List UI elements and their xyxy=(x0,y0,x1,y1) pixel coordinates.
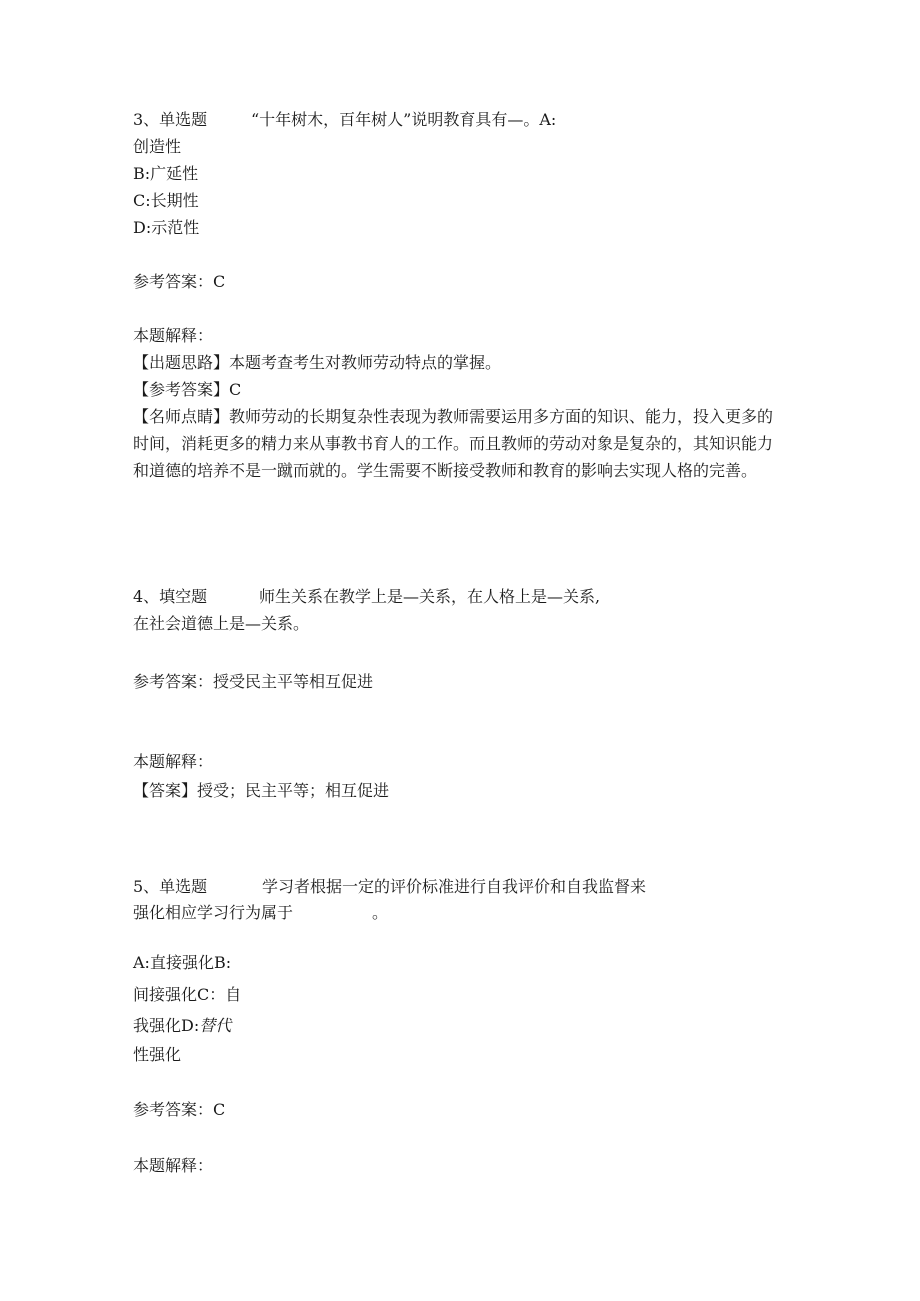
q4-stem-line1: 师生关系在教学上是—关系，在人格上是—关系, xyxy=(259,587,601,606)
q4-explain-label: 本题解释： xyxy=(133,752,214,771)
q5-stem-end: 。 xyxy=(372,903,389,922)
q5-stem-line2: 强化相应学习行为属于 xyxy=(133,903,294,922)
q5-stem-line1: 学习者根据一定的评价标准进行自我评价和自我监督来 xyxy=(262,877,647,896)
q3-option-d: D:示范性 xyxy=(133,218,200,237)
q4-stem-line2: 在社会道德上是—关系。 xyxy=(133,614,310,633)
q3-explain-answer: 【参考答案】C xyxy=(133,380,242,399)
q3-explain-idea: 【出题思路】本题考查考生对教师劳动特点的掌握。 xyxy=(133,353,502,372)
q3-header xyxy=(133,110,556,130)
q3-answer: 参考答案：C xyxy=(133,272,226,291)
q5-answer: 参考答案：C xyxy=(133,1100,226,1119)
q4-answer: 参考答案：授受民主平等相互促进 xyxy=(133,672,374,691)
q5-explain-label: 本题解释： xyxy=(133,1156,214,1175)
q4-number: 4、填空题 xyxy=(133,587,208,606)
q3-stem: “十年树木，百年树人”说明教育具有—。A: xyxy=(251,110,557,129)
q3-explain-comment: 【名师点睛】教师劳动的长期复杂性表现为教师需要运用多方面的知识、能力，投入更多的时间，消耗更多的精力来从事教书育人的工作。而且教师的劳动对象是复杂的，其知识能力和道德的培养不是一蹴而就的。学生需要不断接受教师和教育的影响去实现人格的完善。 xyxy=(133,407,774,480)
q5-options-line3b: 替代 xyxy=(199,1016,232,1035)
q3-number: 3、单选题 xyxy=(133,110,208,129)
q3-explain-label: 本题解释： xyxy=(133,326,214,345)
q4-header xyxy=(133,587,600,607)
q5-options-line2: 间接强化C：自 xyxy=(133,985,242,1004)
q5-stem-line2-row xyxy=(133,903,388,923)
q3-option-a: 创造性 xyxy=(133,137,182,156)
q5-header xyxy=(133,877,646,897)
q3-option-c: C:长期性 xyxy=(133,191,199,210)
q5-options-line4: 性强化 xyxy=(133,1045,182,1064)
q3-option-b: B:广延性 xyxy=(133,164,199,183)
q5-options-line1: A:直接强化B: xyxy=(133,953,232,972)
q5-number: 5、单选题 xyxy=(133,877,208,896)
q5-options-line3a: 我强化D: xyxy=(133,1016,200,1035)
q5-options-line3 xyxy=(133,1016,231,1036)
q4-explain-answer: 【答案】授受；民主平等；相互促进 xyxy=(133,781,390,800)
